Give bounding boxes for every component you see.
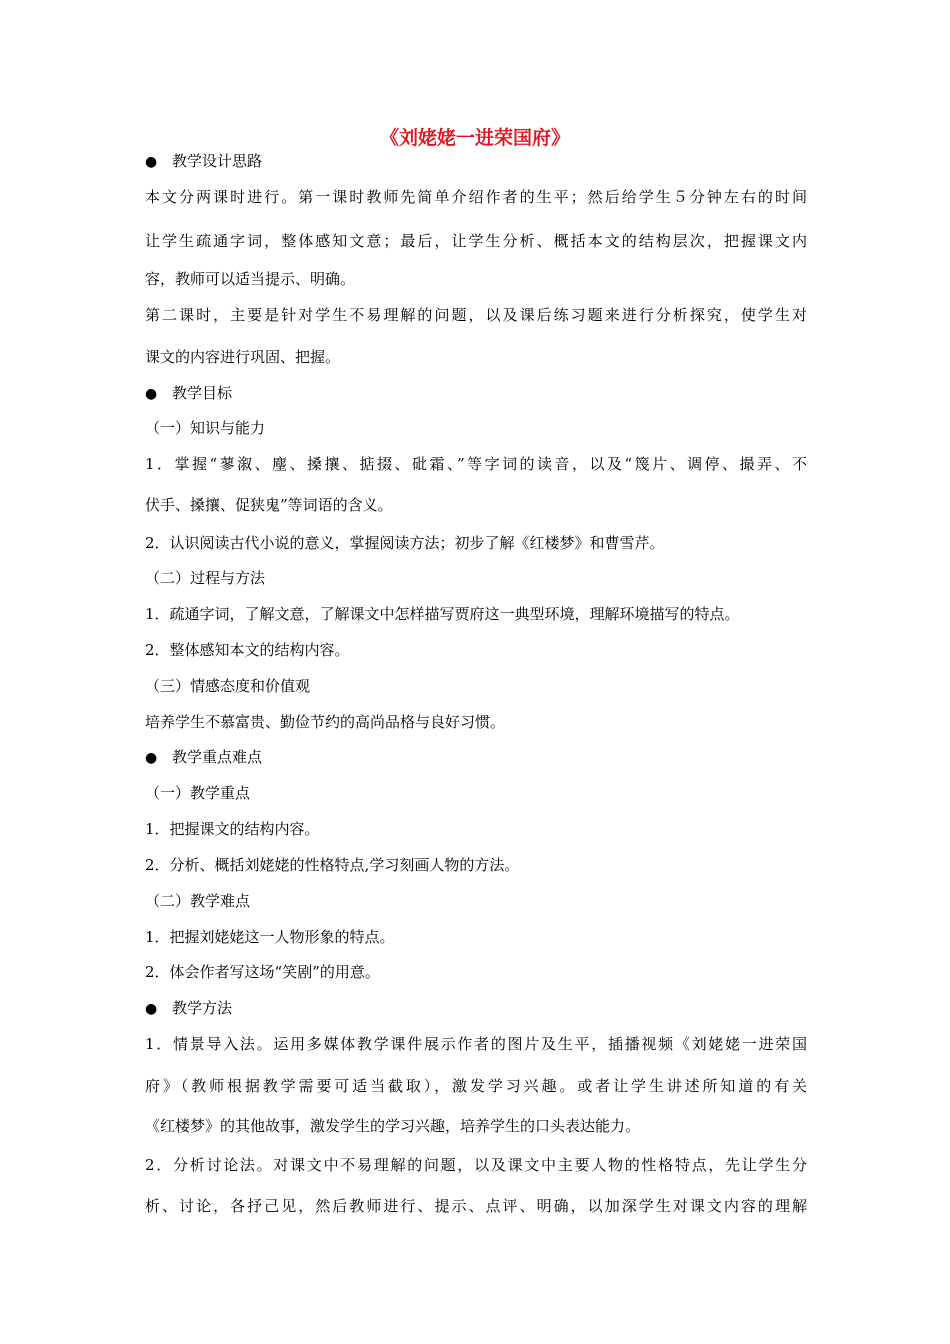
paragraph-line: 1．疏通字词，了解文意，了解课文中怎样描写贾府这一典型环境，理解环境描写的特点。	[145, 605, 740, 623]
paragraph-line: 2．认识阅读古代小说的意义，掌握阅读方法；初步了解《红楼梦》和曹雪芹。	[145, 534, 665, 552]
section-heading-key-points: ● 教学重点难点	[145, 747, 262, 768]
paragraph-line: 第二课时，主要是针对学生不易理解的问题，以及课后练习题来进行分析探究，使学生对	[145, 306, 807, 324]
paragraph-line: 让学生疏通字词，整体感知文意；最后，让学生分析、概括本文的结构层次，把握课文内	[145, 232, 807, 250]
paragraph-line: 1．情景导入法。运用多媒体教学课件展示作者的图片及生平，插播视频《刘姥姥一进荣国	[145, 1035, 807, 1053]
subsection-heading: （一）教学重点	[145, 784, 251, 802]
paragraph-line: 本文分两课时进行。第一课时教师先简单介绍作者的生平；然后给学生５分钟左右的时间	[145, 188, 807, 206]
paragraph-line: 1．掌握“蓼溆、麈、搡攘、掂掇、砒霜、”等字词的读音，以及“篾片、调停、撮弄、不	[145, 455, 807, 473]
subsection-heading: （二）教学难点	[145, 892, 251, 910]
section-heading-design: ● 教学设计思路	[145, 151, 262, 172]
subsection-heading: （一）知识与能力	[145, 419, 266, 437]
paragraph-line: 课文的内容进行巩固、把握。	[145, 348, 341, 366]
paragraph-line: 伏手、搡攘、促狭鬼”等词语的含义。	[145, 496, 393, 514]
paragraph-line: 容，教师可以适当提示、明确。	[145, 270, 356, 288]
paragraph-line: 培养学生不慕富贵、勤俭节约的高尚品格与良好习惯。	[145, 713, 506, 731]
paragraph-line: 2．体会作者写这场“笑剧”的用意。	[145, 963, 380, 981]
section-heading-goals: ● 教学目标	[145, 383, 232, 404]
paragraph-line: 1．把握课文的结构内容。	[145, 820, 320, 838]
paragraph-line: 2．整体感知本文的结构内容。	[145, 641, 350, 659]
paragraph-line: 2．分析、概括刘姥姥的性格特点,学习刻画人物的方法。	[145, 856, 520, 874]
paragraph-line: 析、讨论，各抒己见，然后教师进行、提示、点评、明确，以加深学生对课文内容的理解	[145, 1197, 807, 1215]
paragraph-line: 2．分析讨论法。对课文中不易理解的问题，以及课文中主要人物的性格特点，先让学生分	[145, 1156, 807, 1174]
section-heading-methods: ● 教学方法	[145, 998, 232, 1019]
paragraph-line: 1．把握刘姥姥这一人物形象的特点。	[145, 928, 395, 946]
subsection-heading: （三）情感态度和价值观	[145, 677, 311, 695]
paragraph-line: 《红楼梦》的其他故事，激发学生的学习兴趣，培养学生的口头表达能力。	[145, 1117, 641, 1135]
subsection-heading: （二）过程与方法	[145, 569, 266, 587]
document-title: 《刘姥姥一进荣国府》	[379, 127, 570, 149]
paragraph-line: 府》（教师根据教学需要可适当截取），激发学习兴趣。或者让学生讲述所知道的有关	[145, 1077, 807, 1095]
